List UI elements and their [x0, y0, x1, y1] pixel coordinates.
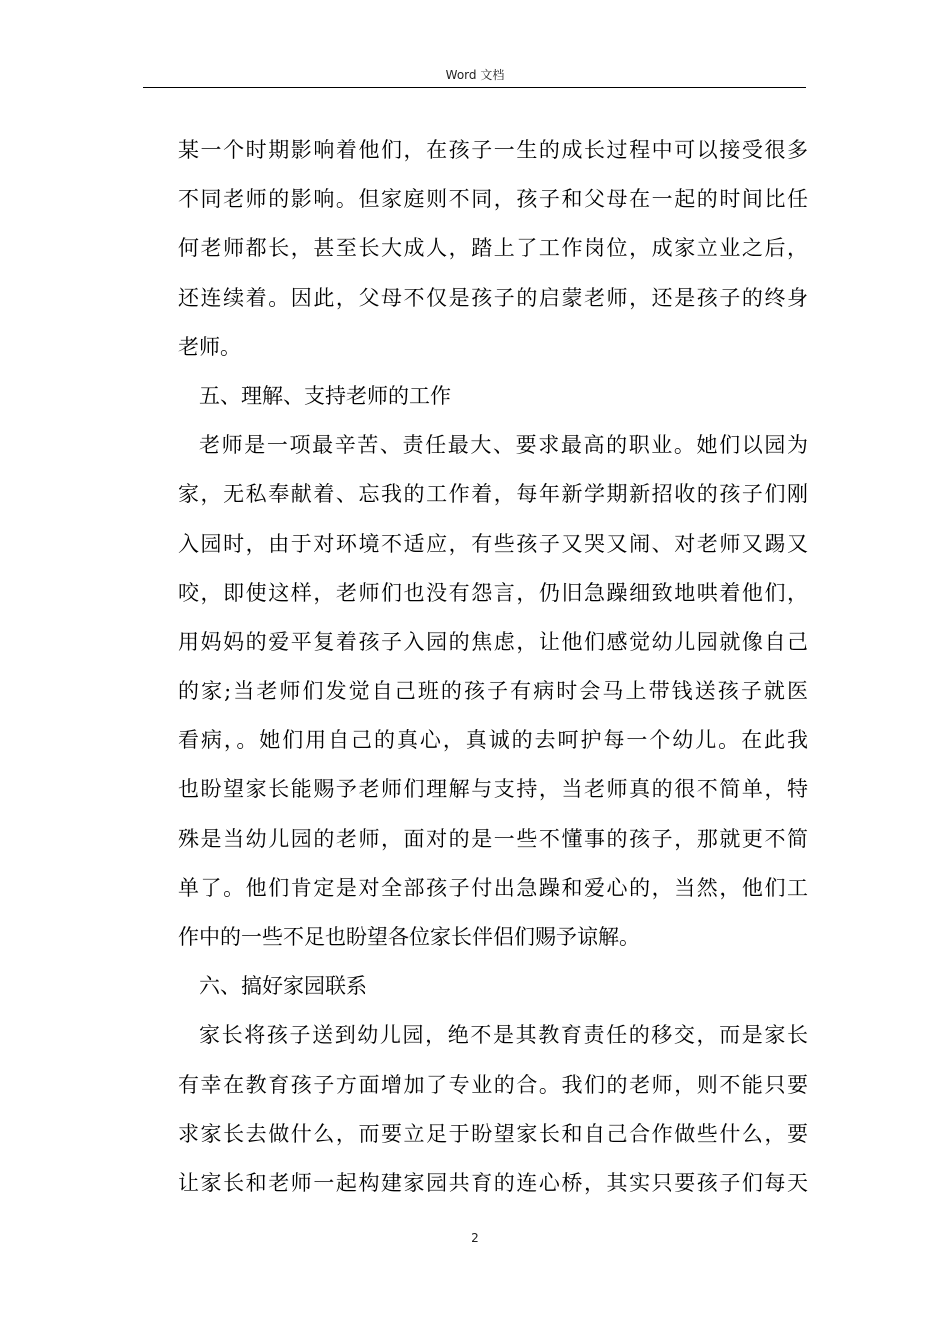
page-number: 2: [471, 1231, 479, 1245]
text-line: 让家长和老师一起构建家园共育的连心桥，其实只要孩子们每天: [178, 1170, 808, 1195]
text-line: 家长将孩子送到幼儿园，绝不是其教育责任的移交，而是家长: [199, 1023, 808, 1048]
text-line: 入园时，由于对环境不适应，有些孩子又哭又闹、对老师又踢又: [178, 531, 808, 556]
text-line: 作中的一些不足也盼望各位家长伴侣们赐予谅解。: [178, 925, 640, 949]
text-line: 还连续着。因此，父母不仅是孩子的启蒙老师，还是孩子的终身: [178, 285, 808, 310]
text-line: 有幸在教育孩子方面增加了专业的合。我们的老师，则不能只要: [178, 1072, 808, 1097]
text-line: 看病，。她们用自己的真心，真诚的去呵护每一个幼儿。在此我: [178, 728, 808, 753]
text-line: 殊是当幼儿园的老师，面对的是一些不懂事的孩子，那就更不简: [178, 826, 808, 851]
document-body: [178, 126, 808, 1208]
text-line: 咬，即使这样，老师们也没有怨言，仍旧急躁细致地哄着他们，: [178, 580, 808, 605]
text-line: 单了。他们肯定是对全部孩子付出急躁和爱心的，当然，他们工: [178, 875, 808, 900]
section-heading-6: 六、搞好家园联系: [199, 974, 367, 999]
text-line: 何老师都长，甚至长大成人，踏上了工作岗位，成家立业之后，: [178, 236, 808, 261]
header-divider: [143, 87, 806, 88]
text-line: 求家长去做什么，而要立足于盼望家长和自己合作做些什么，要: [178, 1121, 808, 1146]
page-header-title: Word 文档: [445, 68, 505, 82]
text-line: 不同老师的影响。但家庭则不同，孩子和父母在一起的时间比任: [178, 187, 808, 212]
text-line: 老师是一项最辛苦、责任最大、要求最高的职业。她们以园为: [199, 433, 808, 458]
text-line: 也盼望家长能赐予老师们理解与支持，当老师真的很不简单，特: [178, 777, 808, 802]
text-line: 的家;当老师们发觉自己班的孩子有病时会马上带钱送孩子就医: [178, 679, 808, 704]
text-line: 用妈妈的爱平复着孩子入园的焦虑，让他们感觉幼儿园就像自己: [178, 629, 808, 654]
text-line: 家，无私奉献着、忘我的工作着，每年新学期新招收的孩子们刚: [178, 482, 808, 507]
text-line: 某一个时期影响着他们，在孩子一生的成长过程中可以接受很多: [178, 138, 808, 162]
text-line: 老师。: [178, 334, 241, 359]
section-heading-5: 五、理解、支持老师的工作: [199, 383, 451, 408]
